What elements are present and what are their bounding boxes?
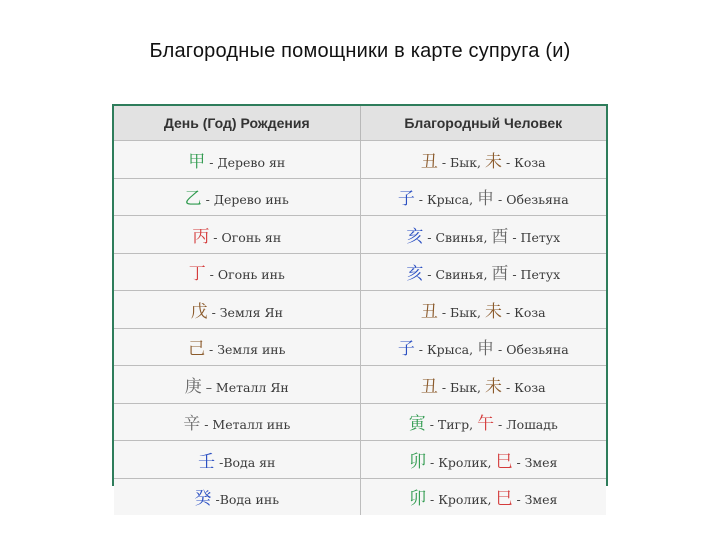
branch-label: - Свинья, <box>423 267 492 283</box>
stem-label: -Вода ян <box>215 454 276 470</box>
birth-stem-cell <box>114 141 360 179</box>
birth-stem-cell <box>114 253 360 291</box>
branch-label: - Коза <box>501 379 546 395</box>
table-row <box>114 253 606 291</box>
branch-character: 子 <box>397 339 415 360</box>
stem-label: – Металл Ян <box>201 379 289 395</box>
branch-label: - Коза <box>501 154 546 170</box>
stem-label: - Дерево инь <box>201 192 289 208</box>
stem-character: 辛 <box>183 414 201 435</box>
helpers-table <box>114 106 606 515</box>
stem-label: - Дерево ян <box>205 154 286 170</box>
table-row <box>114 178 606 216</box>
branch-character: 未 <box>484 301 502 322</box>
noble-person-cell <box>360 366 606 404</box>
branch-character: 酉 <box>491 264 509 285</box>
stem-character: 庚 <box>184 376 202 397</box>
noble-person-cell <box>360 441 606 479</box>
branch-label: - Змея <box>512 492 558 508</box>
stem-character: 乙 <box>184 189 202 210</box>
stem-character: 丁 <box>188 264 206 285</box>
table-body <box>114 141 606 516</box>
branch-label: - Бык, <box>437 304 485 320</box>
branch-character: 巳 <box>495 451 513 472</box>
noble-person-cell <box>360 141 606 179</box>
branch-character: 亥 <box>406 226 424 247</box>
birth-stem-cell <box>114 216 360 254</box>
birth-stem-cell <box>114 403 360 441</box>
branch-character: 卯 <box>409 451 427 472</box>
branch-label: - Крыса, <box>414 192 478 208</box>
header-noble-person: Благородный Человек <box>360 106 606 141</box>
branch-label: - Крыса, <box>414 342 478 358</box>
stem-label: - Металл инь <box>200 417 291 433</box>
stem-label: - Огонь инь <box>205 267 285 283</box>
noble-person-cell <box>360 478 606 515</box>
birth-stem-cell <box>114 478 360 515</box>
branch-character: 巳 <box>495 489 513 510</box>
birth-stem-cell <box>114 366 360 404</box>
branch-label: - Обезьяна <box>494 342 569 358</box>
noble-person-cell <box>360 216 606 254</box>
branch-character: 申 <box>477 339 495 360</box>
slide-title: Благородные помощники в карте супруга (и) <box>149 40 571 62</box>
noble-person-cell <box>360 328 606 366</box>
branch-character: 未 <box>484 376 502 397</box>
stem-label: - Земля инь <box>205 342 286 358</box>
noble-person-cell <box>360 253 606 291</box>
stem-label: -Вода инь <box>211 492 279 508</box>
birth-stem-cell <box>114 328 360 366</box>
helpers-table-frame <box>112 104 608 510</box>
branch-character: 未 <box>484 151 502 172</box>
noble-person-cell <box>360 291 606 329</box>
birth-stem-cell <box>114 441 360 479</box>
branch-label: - Бык, <box>437 154 485 170</box>
branch-label: - Кролик, <box>426 454 496 470</box>
branch-label: - Змея <box>512 454 558 470</box>
noble-person-cell <box>360 403 606 441</box>
branch-character: 丑 <box>420 151 438 172</box>
table-row <box>114 441 606 479</box>
branch-character: 卯 <box>409 489 427 510</box>
branch-label: - Бык, <box>437 379 485 395</box>
birth-stem-cell <box>114 291 360 329</box>
table-row <box>114 478 606 515</box>
branch-character: 寅 <box>408 414 426 435</box>
stem-character: 丙 <box>192 226 210 247</box>
noble-person-cell <box>360 178 606 216</box>
birth-stem-cell <box>114 178 360 216</box>
branch-character: 酉 <box>491 226 509 247</box>
branch-label: - Обезьяна <box>494 192 569 208</box>
stem-character: 癸 <box>194 489 212 510</box>
table-header-row <box>114 106 606 141</box>
branch-label: - Свинья, <box>423 229 492 245</box>
branch-label: - Петух <box>508 267 561 283</box>
branch-character: 申 <box>477 189 495 210</box>
stem-character: 甲 <box>188 151 206 172</box>
branch-character: 丑 <box>420 301 438 322</box>
branch-label: - Лошадь <box>494 417 558 433</box>
table-row <box>114 328 606 366</box>
table-row <box>114 291 606 329</box>
table-row <box>114 141 606 179</box>
branch-label: - Кролик, <box>426 492 496 508</box>
header-birth-day: День (Год) Рождения <box>114 106 360 141</box>
branch-label: - Коза <box>501 304 546 320</box>
branch-character: 亥 <box>406 264 424 285</box>
table-row <box>114 403 606 441</box>
branch-character: 丑 <box>420 376 438 397</box>
branch-character: 子 <box>397 189 415 210</box>
stem-label: - Огонь ян <box>209 229 282 245</box>
branch-character: 午 <box>477 414 495 435</box>
stem-character: 壬 <box>198 451 216 472</box>
branch-label: - Петух <box>508 229 561 245</box>
branch-label: - Тигр, <box>425 417 478 433</box>
stem-character: 戊 <box>190 301 208 322</box>
stem-label: - Земля Ян <box>207 304 283 320</box>
table-row <box>114 216 606 254</box>
stem-character: 己 <box>188 339 206 360</box>
table-row <box>114 366 606 404</box>
